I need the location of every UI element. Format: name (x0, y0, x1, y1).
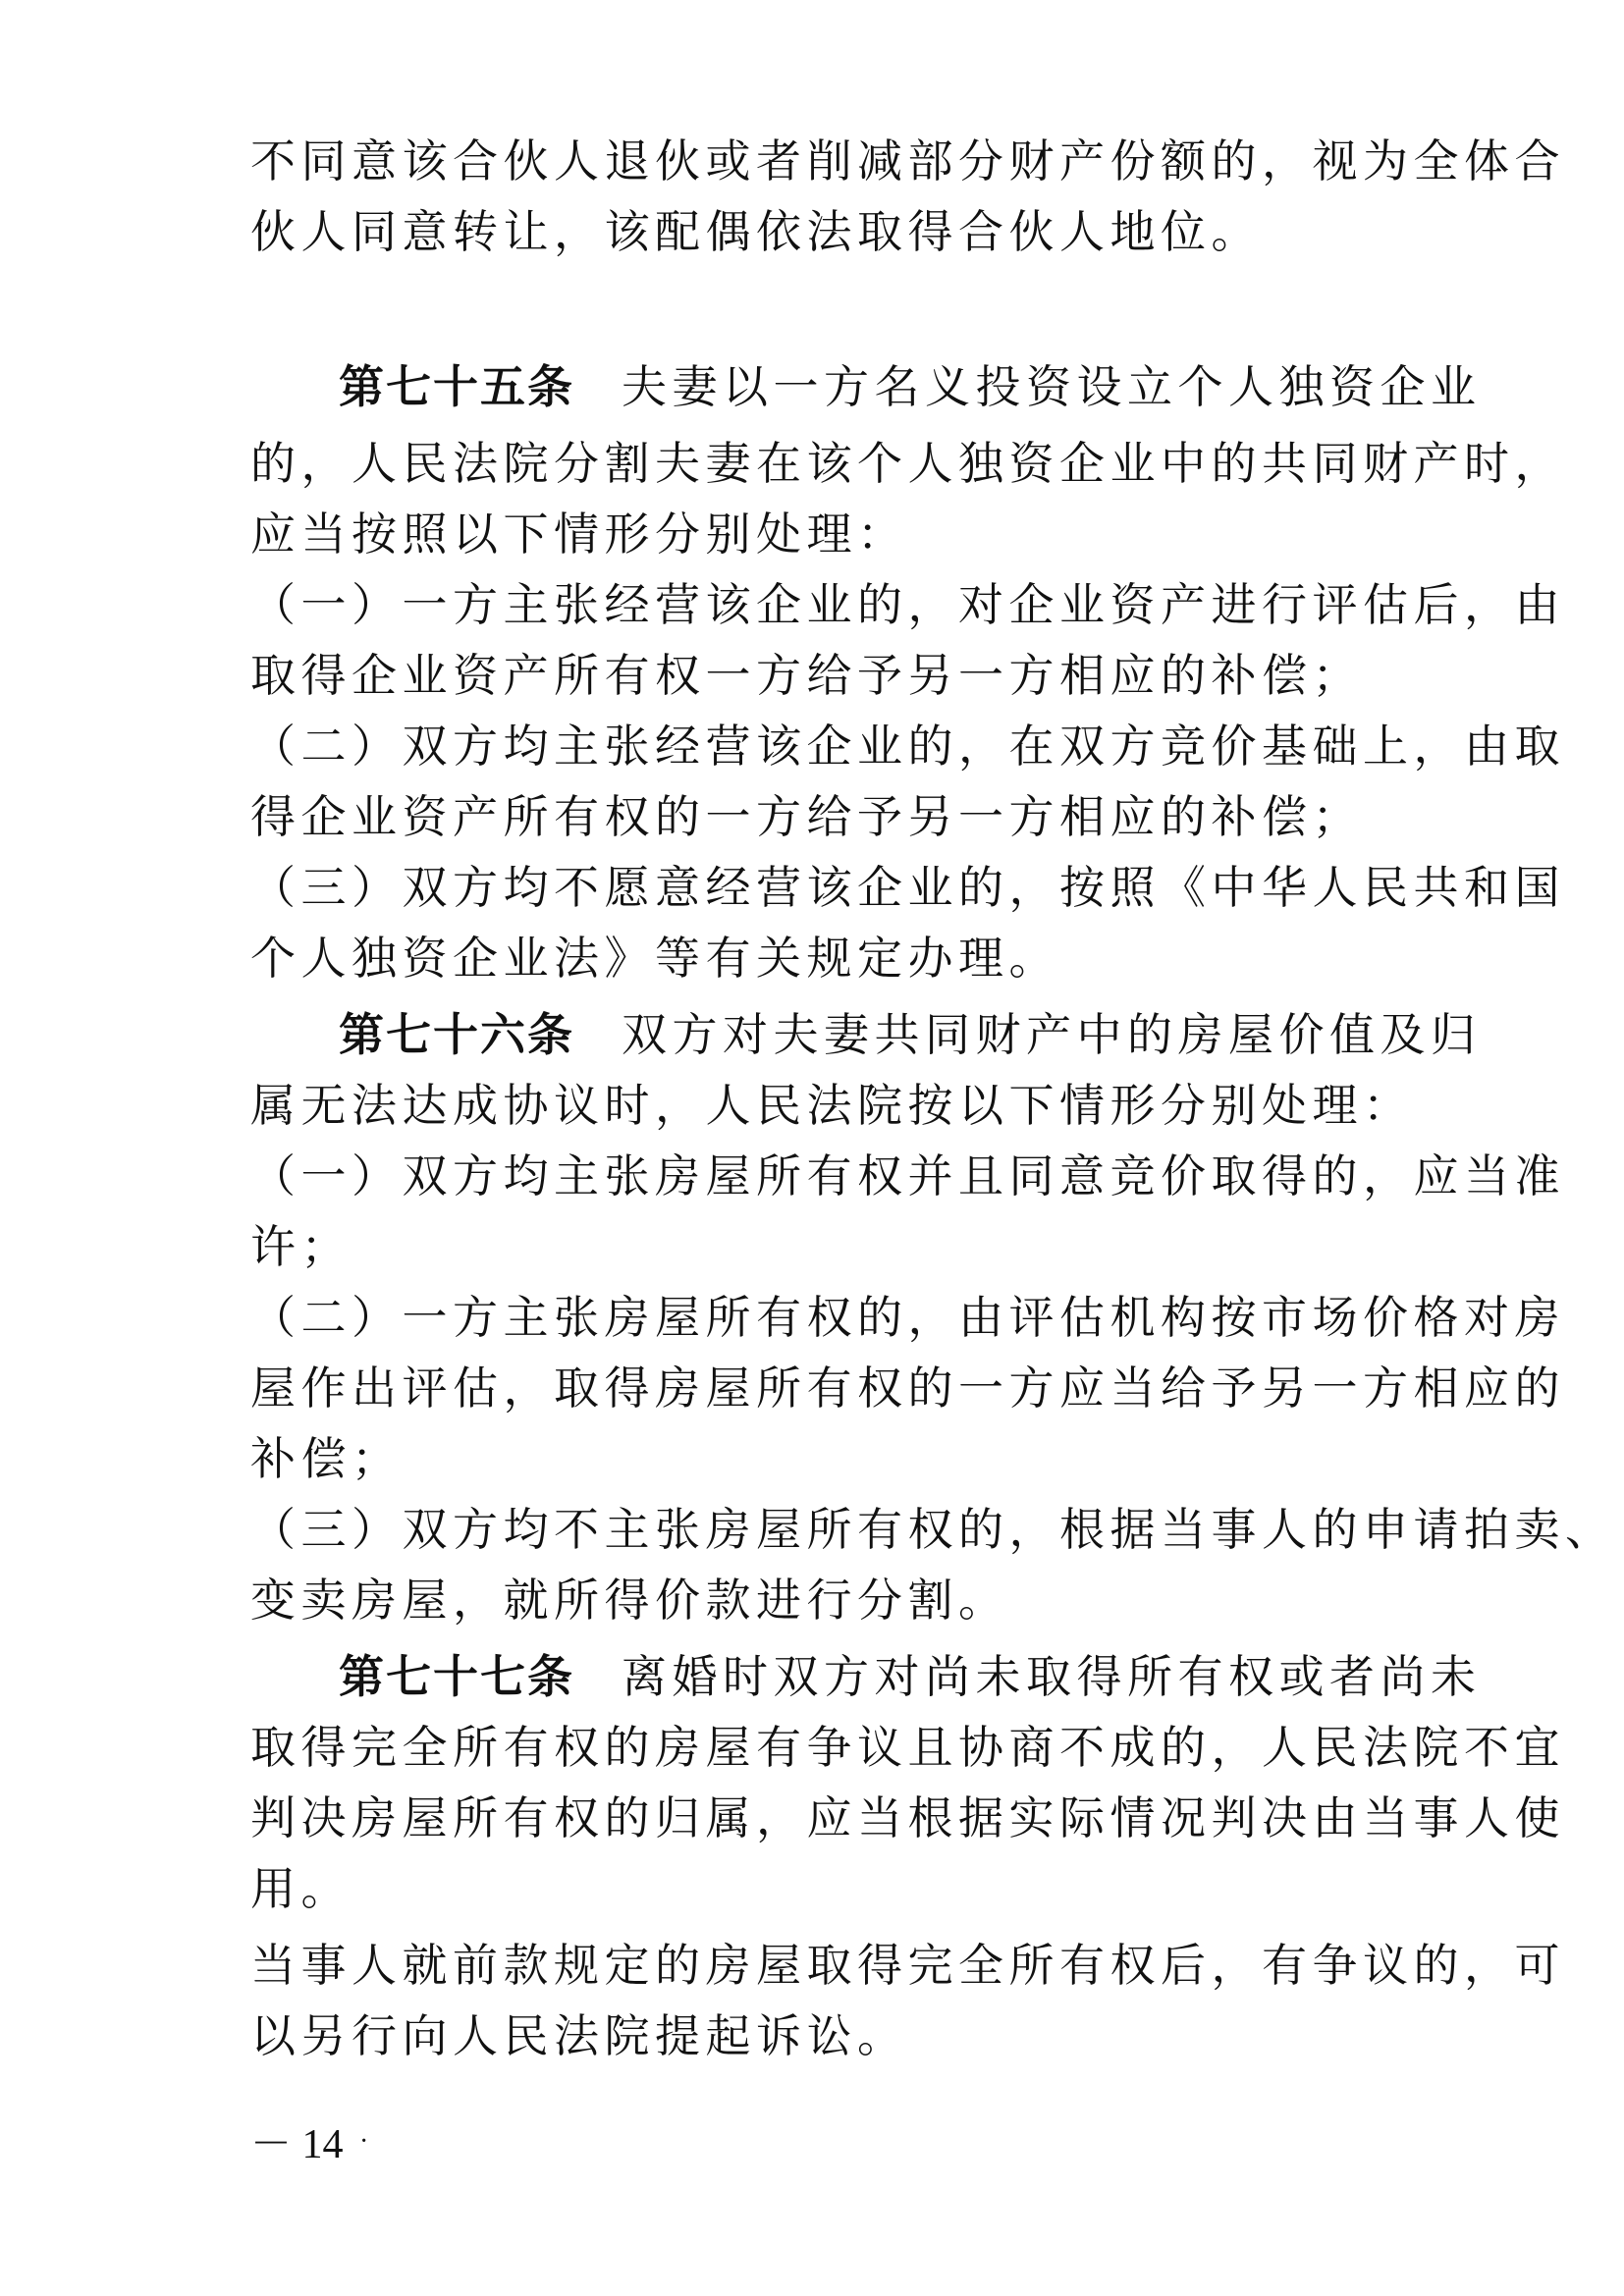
text-line: （三）双方均不愿意经营该企业的，按照《中华人民共和国 (250, 861, 1565, 914)
text-line: 应当按照以下情形分别处理： (250, 507, 908, 561)
text-line: 判决房屋所有权的归属，应当根据实际情况判决由当事人使 (250, 1791, 1565, 1844)
article-heading: 第七十五条 (339, 360, 574, 413)
article-heading: 第七十七条 (339, 1650, 574, 1703)
text-line: 变卖房屋，就所得价款进行分割。 (250, 1574, 1009, 1627)
article-75-paragraph (339, 351, 1482, 422)
text-line: （三）双方均不主张房屋所有权的，根据当事人的申请拍卖、 (250, 1503, 1616, 1556)
article-76-paragraph (339, 999, 1482, 1070)
text-line: 双方对夫妻共同财产中的房屋价值及归 (622, 1008, 1482, 1061)
text-line: （二）一方主张房屋所有权的，由评估机构按市场价格对房 (250, 1291, 1565, 1344)
text-line: 以另行向人民法院提起诉讼。 (250, 2009, 908, 2062)
page-number (250, 2120, 368, 2174)
text-line: （一）一方主张经营该企业的，对企业资产进行评估后，由 (250, 578, 1565, 631)
text-line: 得企业资产所有权的一方给予另一方相应的补偿； (250, 790, 1363, 843)
text-line: 补偿； (250, 1432, 403, 1485)
page-number-dot: · (359, 2126, 369, 2157)
text-line: 许； (250, 1220, 352, 1273)
text-line: 用。 (250, 1862, 352, 1915)
text-line: 夫妻以一方名义投资设立个人独资企业 (622, 360, 1482, 413)
text-line: 取得企业资产所有权一方给予另一方相应的补偿； (250, 649, 1363, 702)
article-77-paragraph (339, 1641, 1482, 1712)
text-line: 伙人同意转让，该配偶依法取得合伙人地位。 (250, 205, 1262, 258)
text-line: 不同意该合伙人退伙或者削减部分财产份额的，视为全体合 (250, 134, 1565, 187)
text-line: 当事人就前款规定的房屋取得完全所有权后，有争议的，可 (250, 1939, 1565, 1992)
page-number-value: 14 (301, 2122, 344, 2167)
article-heading: 第七十六条 (339, 1008, 574, 1061)
text-line: 屋作出评估，取得房屋所有权的一方应当给予另一方相应的 (250, 1362, 1565, 1415)
text-line: 离婚时双方对尚未取得所有权或者尚未 (622, 1650, 1482, 1703)
text-line: （二）双方均主张经营该企业的，在双方竞价基础上，由取 (250, 720, 1565, 773)
page-number-dash: － (250, 2122, 293, 2167)
text-line: 属无法达成协议时，人民法院按以下情形分别处理： (250, 1079, 1414, 1132)
text-line: 取得完全所有权的房屋有争议且协商不成的，人民法院不宜 (250, 1721, 1565, 1774)
text-line: 的，人民法院分割夫妻在该个人独资企业中的共同财产时， (250, 437, 1565, 490)
text-line: 个人独资企业法》等有关规定办理。 (250, 932, 1059, 985)
text-line: （一）双方均主张房屋所有权并且同意竞价取得的，应当准 (250, 1149, 1565, 1202)
